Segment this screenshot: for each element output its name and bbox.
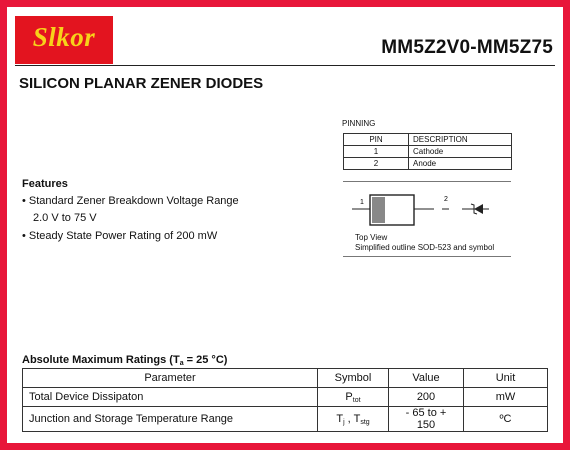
ratings-heading: Absolute Maximum Ratings ($T_a = 25$ °C) <box>22 354 228 367</box>
pin2-label: 2 <box>444 196 448 203</box>
package-caption-view: Top View <box>355 233 388 242</box>
parameter-cell: Total Device Dissipaton <box>23 388 318 407</box>
package-caption-outline: Simplified outline SOD-523 and symbol <box>355 243 495 252</box>
symbol-header: Symbol <box>318 369 389 388</box>
pin-cell: 1 <box>344 146 409 158</box>
zener-diode-symbol-icon <box>462 204 489 214</box>
features-heading: Features <box>22 178 68 190</box>
package-top-rule <box>343 181 511 182</box>
description-cell: Anode <box>409 158 512 170</box>
pinning-label: PINNING <box>342 119 376 128</box>
pin-header: PIN <box>344 134 409 146</box>
symbol-cell: $T_j$ , $T_{stg}$ <box>318 407 389 432</box>
unit-header: Unit <box>464 369 548 388</box>
table-row <box>23 388 548 407</box>
brand-logo <box>15 16 113 64</box>
symbol-cell: $P_{tot}$ <box>318 388 389 407</box>
part-number: MM5Z2V0-MM5Z75 <box>381 37 553 58</box>
ratings-header-row <box>23 369 548 388</box>
unit-cell: ºC <box>464 407 548 432</box>
logo-text: Slkor <box>32 22 96 52</box>
parameter-cell: Junction and Storage Temperature Range <box>23 407 318 432</box>
datasheet-page <box>7 7 563 443</box>
description-cell: Cathode <box>409 146 512 158</box>
pin1-label: 1 <box>360 199 364 206</box>
parameter-header: Parameter <box>23 369 318 388</box>
pin-cell: 2 <box>344 158 409 170</box>
table-row <box>344 158 512 170</box>
header-divider <box>15 65 555 66</box>
value-cell: 200 <box>389 388 464 407</box>
table-row <box>344 146 512 158</box>
table-row <box>23 407 548 432</box>
value-cell: - 65 to + 150 <box>389 407 464 432</box>
page-title: SILICON PLANAR ZENER DIODES <box>19 75 264 92</box>
feature-item: • Steady State Power Rating of 200 mW <box>22 230 218 242</box>
feature-item-continued: 2.0 V to 75 V <box>33 212 97 224</box>
ratings-table <box>22 368 548 432</box>
cathode-band <box>372 197 385 223</box>
feature-item: • Standard Zener Breakdown Voltage Range <box>22 195 239 207</box>
package-diagram <box>350 189 520 237</box>
unit-cell: mW <box>464 388 548 407</box>
pinning-header-row <box>344 134 512 146</box>
description-header: DESCRIPTION <box>409 134 512 146</box>
pinning-table <box>343 133 512 170</box>
package-bottom-rule <box>343 256 511 257</box>
value-header: Value <box>389 369 464 388</box>
